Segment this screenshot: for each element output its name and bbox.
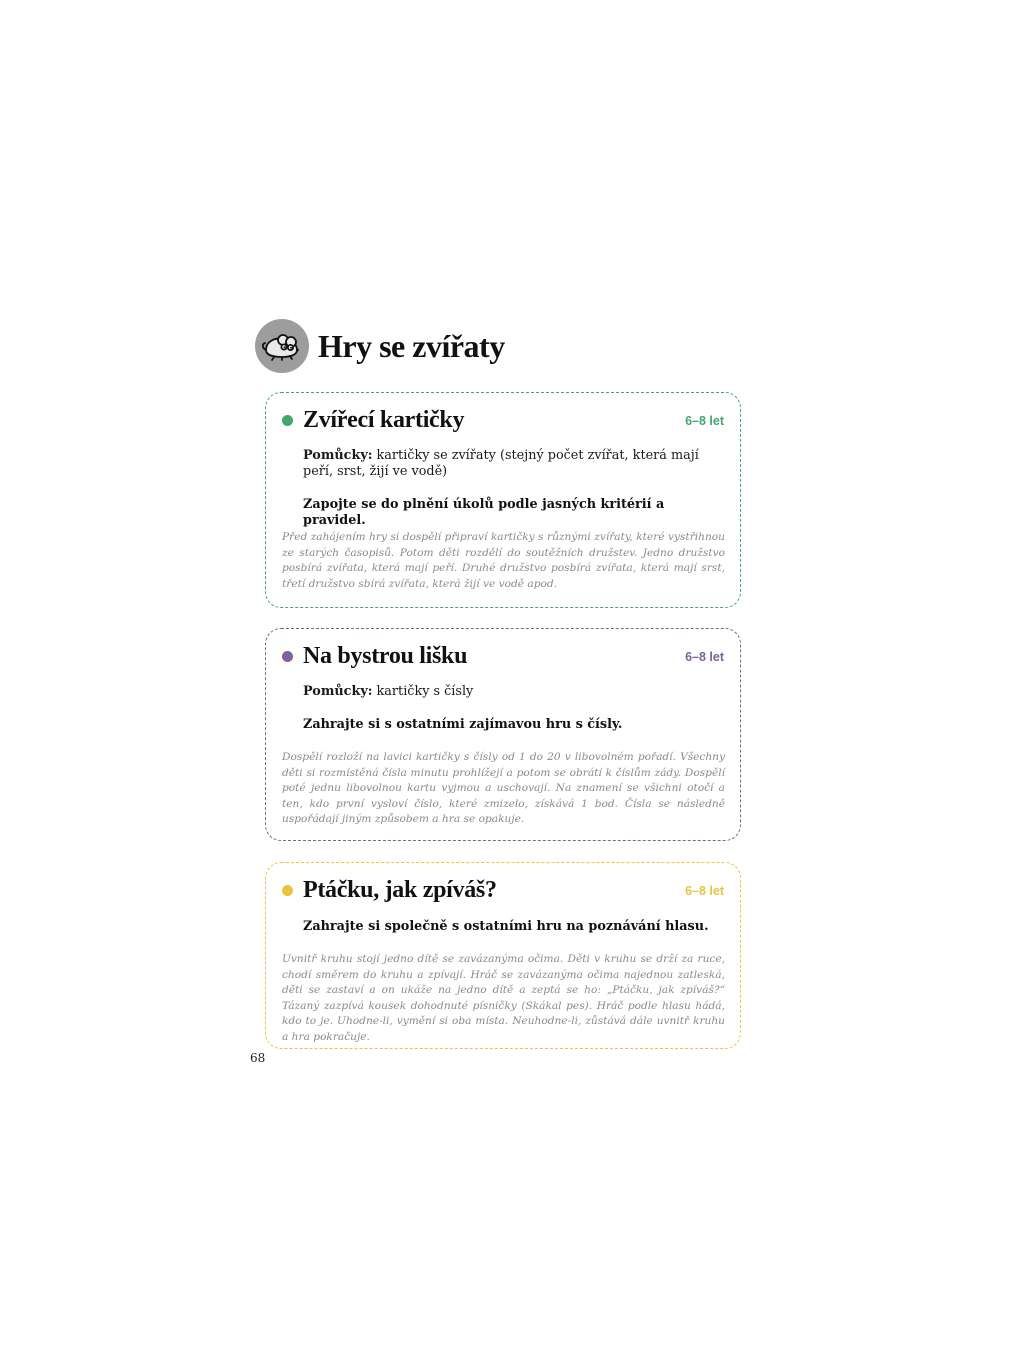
age-badge: 6–8 let [685, 884, 724, 898]
chapter-header [255, 318, 505, 374]
age-badge: 6–8 let [685, 414, 724, 428]
aids-line [303, 684, 724, 700]
card-title: Zvířecí kartičky [303, 407, 465, 433]
description-text: Dospělí rozloží na lavici kartičky s čísly od 1 do 20 v libovolném pořadí. Všechny děti si rozmístěná čísla minutu prohlížejí a potom se obrátí k číslům zády. Dospělí poté jednu libovolnou kartu vyjmou a uschovají. Na znamení se všichni otočí a ten, kdo první vysloví číslo, které zmizelo, získává 1 bod. Čísla se následně uspořádají jiným způsobem a hra se opakuje. [282, 751, 725, 826]
aids-text: kartičky s čísly [372, 684, 474, 699]
goal-block [303, 497, 724, 529]
description-text: Uvnitř kruhu stojí jedno dítě se zavázanýma očima. Děti v kruhu se drží za ruce, chodí směrem do kruhu a zpívají. Hráč se zavázanýma očima najednou zatleská, děti se zastaví a on ukáže na jedno dítě a zeptá se ho: „Ptáčku, jak zpíváš?“ Tázaný zazpívá kousek dohodnuté písničky (Skákal pes). Hráč podle hlasu hádá, kdo to je. Uhodne-li, vymění si oba místa. Neuhodne-li, zůstává dále uvnitř kruhu a hra pokračuje. [282, 953, 725, 1043]
mouse-icon [255, 319, 309, 373]
goal-block [303, 919, 724, 935]
card-header [282, 405, 724, 435]
age-badge: 6–8 let [685, 650, 724, 664]
card-title: Ptáčku, jak zpíváš? [303, 877, 497, 903]
card-title: Na bystrou lišku [303, 643, 468, 669]
bullet-dot [282, 885, 293, 896]
page-number: 68 [250, 1051, 266, 1065]
card-header [282, 641, 724, 671]
aids-text: kartičky se zvířaty (stejný počet zvířat, která mají peří, srst, žijí ve vodě) [303, 448, 699, 479]
goal-text: Zapojte se do plnění úkolů podle jasných kritérií a pravidel. [303, 497, 665, 528]
goal-block [303, 717, 724, 733]
bullet-dot [282, 415, 293, 426]
card-header [282, 875, 724, 905]
bullet-dot [282, 651, 293, 662]
goal-text: Zahrajte si s ostatními zajímavou hru s čísly. [303, 717, 623, 732]
activity-card-little-bird [265, 862, 741, 1049]
goal-text: Zahrajte si společně s ostatními hru na poznávání hlasu. [303, 919, 709, 934]
activity-card-animal-cards [265, 392, 741, 608]
aids-line [303, 448, 724, 480]
description-text: Před zahájením hry si dospělí připraví kartičky s různými zvířaty, které vystřihnou ze starých časopisů. Potom děti rozdělí do soutěžních družstev. Jedno družstvo posbírá zvířata, která mají peří. Druhé družstvo posbírá zvířata, která mají srst, třetí družstvo sbírá zvířata, která žijí ve vodě apod. [282, 531, 725, 590]
aids-label: Pomůcky: [303, 684, 373, 699]
card-body [303, 448, 724, 480]
aids-label: Pomůcky: [303, 448, 373, 463]
chapter-title: Hry se zvířaty [318, 327, 505, 364]
card-body [303, 684, 724, 700]
activity-card-clever-fox [265, 628, 741, 841]
